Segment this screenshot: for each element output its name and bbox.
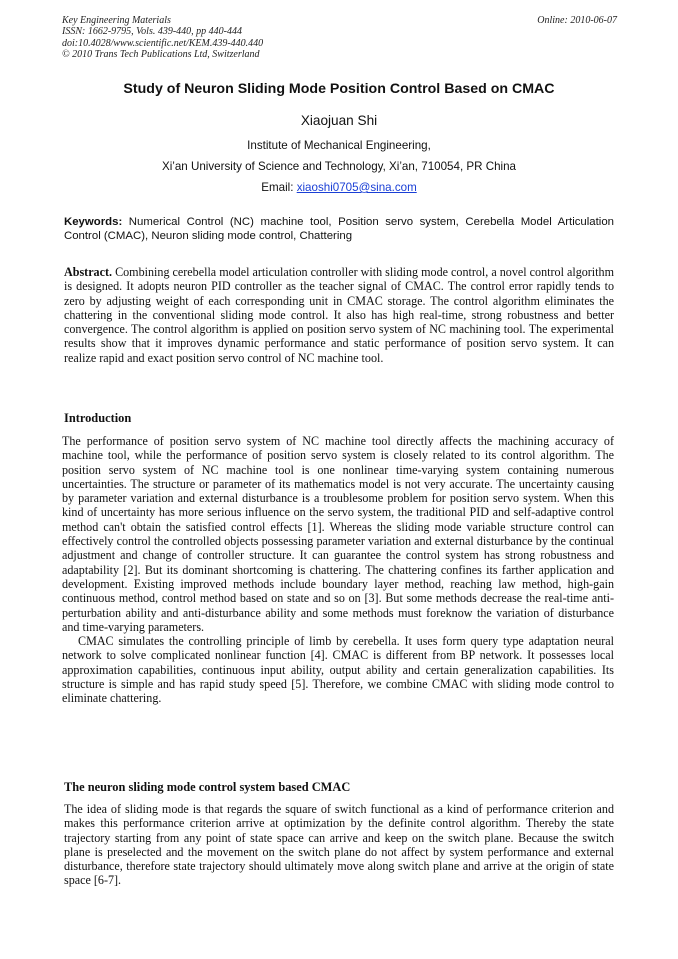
copyright-line: © 2010 Trans Tech Publications Ltd, Switzerland	[62, 48, 260, 60]
author-name: Xiaojuan Shi	[300, 113, 378, 128]
abstract-label: Abstract.	[64, 265, 113, 279]
abstract	[64, 265, 614, 365]
introduction-paragraph-2: CMAC simulates the controlling principle of limb by cerebella. It uses form query type adaptation neural network to solve complicated nonlinear function [4]. CMAC is different from BP network. It possesses local approximation capabilities, continuous input ability, output ability and certain generalization capabilities. Its structure is simple and has rapid study speed [5]. Therefore, we combine CMAC with sliding mode control to eliminate chattering.	[62, 634, 614, 706]
affiliation-line-1: Institute of Mechanical Engineering,	[247, 139, 431, 152]
online-date: Online: 2010-06-07	[537, 15, 617, 26]
keywords-text: Numerical Control (NC) machine tool, Position servo system, Cerebella Model Articulation Control (CMAC), Neuron sliding mode control, Chattering	[64, 216, 614, 243]
section-2-heading: The neuron sliding mode control system based CMAC	[64, 780, 351, 794]
affiliation-line-2: Xi’an University of Science and Technology, Xi’an, 710054, PR China	[161, 160, 517, 173]
email-link[interactable]: xiaoshi0705@sina.com	[296, 181, 417, 194]
keywords-label: Keywords:	[64, 216, 123, 228]
introduction-body	[62, 434, 614, 706]
abstract-text: Combining cerebella model articulation controller with sliding mode control, a novel control algorithm is designed. It adopts neuron PID controller as the teacher signal of CMAC. The control error rapidly tends to zero by adjusting weight of each corresponding unit in CMAC storage. The control algorithm eliminates the chattering in the conventional sliding mode control. It also has high real-time, strong robustness and better convergence. The control algorithm is applied on position servo system of NC machining tool. The experimental results show that it improves dynamic performance and static performance of position servo system. It can realize rapid and exact position servo control of NC machine tool.	[64, 265, 614, 365]
introduction-paragraph-1: The performance of position servo system of NC machine tool directly affects the machining accuracy of machine tool, while the performance of position servo system is closely related to its control algorithm. The position servo system of NC machine tool is one nonlinear time-varying system containing numerous uncertainties. The structure or parameter of its mathematics model is not very accurate. The uncertainty causing by parameter variation and external disturbance is a troublesome problem for position servo system. When this kind of uncertainty has more serious influence on the servo system, the traditional PID and self-adaptive control method can't obtain the satisfied control effects [1]. Whereas the sliding mode variable structure control can effectively control the controlled objects possessing parameter variation and external disturbance by the continual adjustment and change of controller structure. It can guarantee the control system has strong robustness and adaptability [2]. But its dominant shortcoming is chattering. The chattering confines its farther application and development. Existing improved methods include boundary layer method, reaching law method, high-gain continuous method, control method based on state and so on [3]. But some methods decrease the real-time anti-perturbation ability and anti-disturbance ability and some methods must foreknow the variation of disturbance and time-varying parameters.	[62, 434, 614, 634]
email-line	[40, 181, 638, 194]
introduction-heading: Introduction	[64, 411, 132, 425]
paper-title: Study of Neuron Sliding Mode Position Control Based on CMAC	[123, 81, 555, 97]
email-label: Email:	[261, 181, 297, 194]
doi-line: doi:10.4028/www.scientific.net/KEM.439-440.440	[62, 37, 264, 49]
section-2-body	[64, 802, 614, 888]
issn-line: ISSN: 1662-9795, Vols. 439-440, pp 440-444	[62, 26, 242, 38]
journal-name: Key Engineering Materials	[62, 15, 171, 26]
section-2-paragraph-1: The idea of sliding mode is that regards the square of switch functional as a kind of performance criterion and makes this performance criterion arrive at optimization by the definite control algorithm. Thereby the state trajectory starting from any point of state space can arrive and keep on the switch plane. Because the switch plane is preselected and the movement on the switch plane do not affect by system performance and external disturbance, therefore state trajectory should ultimately move along switch plane and arrive at the origin of state space [6-7].	[64, 802, 614, 888]
journal-header	[62, 15, 617, 60]
keywords	[64, 215, 614, 243]
